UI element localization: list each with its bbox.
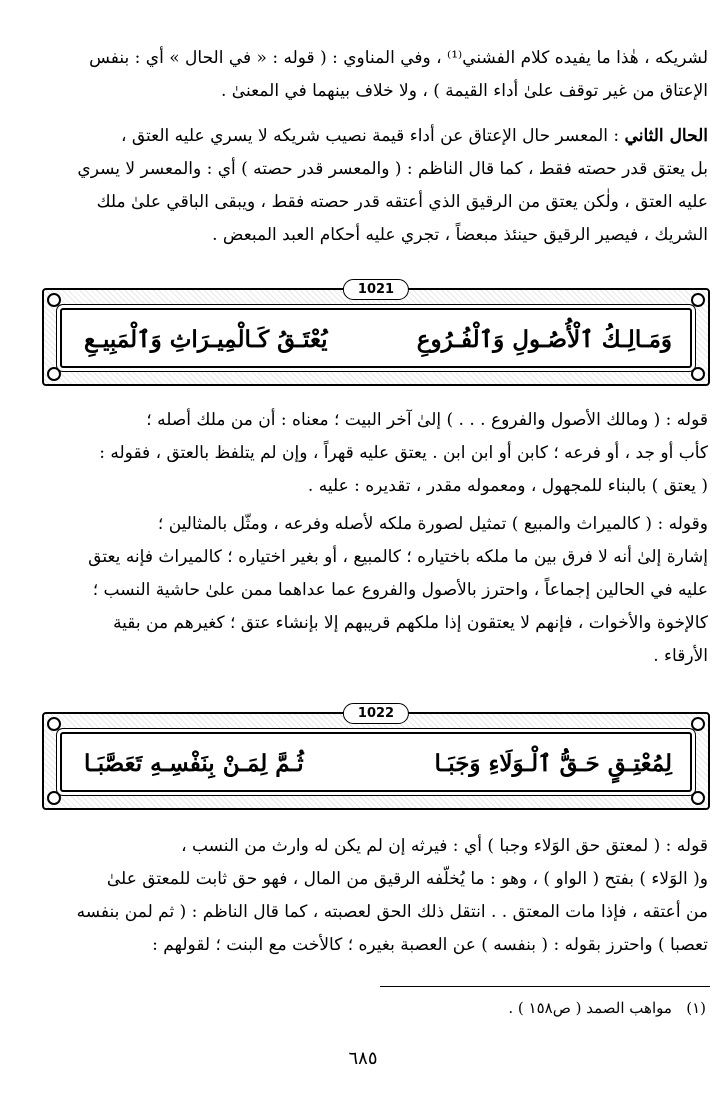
text-line: بل يعتق قدر حصته فقط ، كما قال الناظم : ( والمعسر قدر حصته ) أي : والمعسر لا يسري [77,159,708,179]
verse-first-hemistich: وَمَـالِـكُ ٱلْأُصُـولِ وَٱلْفُـرُوعِ [416,326,672,353]
text-line: و( الوَلاء ) بفتح ( الواو ) ، وهو : ما يُخلّفه الرقيق من المال ، فهو حق ثابت للمعتق علىٰ [106,869,708,889]
text-line: الأرقاء . [653,646,708,666]
text-line: وقوله : ( كالميراث والمبيع ) تمثيل لصورة ملكه لأصله وفرعه ، ومثّل بالمثالين ؛ [157,514,708,534]
text-line: قوله : ( لمعتق حق الوَلاء وجبا ) أي : فيرثه إن لم يكن له وارث من النسب ، [181,836,708,856]
section-label: الحال الثاني [624,126,708,146]
verse-inner-box [60,732,692,792]
footnote-text: مواهب الصمد ( ص١٥٨ ) . [508,999,672,1017]
verse-number: 1021 [343,279,409,300]
verse-second-hemistich: ثُـمَّ لِمَـنْ بِنَفْسِـهِ تَعَصَّبَـا [84,750,304,777]
verse-frame-1022 [42,706,710,810]
ornament-icon [47,367,61,381]
text-line: إشارة إلىٰ أنه لا فرق بين ما ملكه باختياره ؛ كالمبيع ، أو بغير اختياره ؛ كالميراث فإنه يعتق [88,547,708,567]
text-line: الشريك ، فيصير الرقيق حينئذ مبعضاً ، تجري عليه أحكام العبد المبعض . [212,225,708,245]
paragraph-1 [40,42,708,108]
footnote-marker: (١) [686,999,706,1017]
page-number: ٦٨٥ [348,1048,378,1069]
footnote-divider [380,986,710,987]
text-line: ( يعتق ) بالبناء للمجهول ، ومعموله مقدر ، تقديره : عليه . [307,476,708,496]
ornament-icon [47,791,61,805]
text-line: كأب أو جد ، أو فرعه ؛ كابن أو ابن ابن . يعتق عليه قهراً ، وإن لم يتلفظ بالعتق ، فقوله : [99,443,708,463]
verse-frame-1021 [42,282,710,386]
verse-first-hemistich: لِمُعْتِـقٍ حَـقُّ ٱلْـوَلَاءِ وَجَبَـا [434,750,672,777]
text-fragment: : المعسر حال الإعتاق عن أداء قيمة نصيب شريكه لا يسري عليه العتق ، [120,126,620,146]
verse-inner-box [60,308,692,368]
text-line: من أعتقه ، فإذا مات المعتق . . انتقل ذلك الحق لعصبته ، كما قال الناظم : ( ثم لمن بنفسه [76,902,708,922]
commentary-1 [40,404,708,503]
ornament-icon [47,293,61,307]
text-line: لشريكه ، هٰذا ما يفيده كلام الفشني⁽¹⁾ ، وفي المناوي : ( قوله : « في الحال » أي : بنفس [89,48,708,68]
footnote [508,996,706,1020]
commentary-3 [40,830,708,962]
ornament-icon [691,293,705,307]
ornament-icon [691,367,705,381]
paragraph-2 [40,120,708,252]
commentary-2 [40,508,708,673]
text-line: قوله : ( ومالك الأصول والفروع . . . ) إلىٰ آخر البيت ؛ معناه : أن من ملك أصله ؛ [146,410,708,430]
ornament-icon [691,791,705,805]
text-line: الإعتاق من غير توقف علىٰ أداء القيمة ) ، ولا خلاف بينهما في المعنىٰ . [221,81,708,101]
text-line [40,120,708,153]
ornament-icon [47,717,61,731]
text-line: كالإخوة والأخوات ، فإنهم لا يعتقون إذا ملكهم قريبهم إلا بإنشاء عتق ؛ كغيرهم من بقية [113,613,708,633]
verse-number: 1022 [343,703,409,724]
ornament-icon [691,717,705,731]
verse-second-hemistich: يُعْتَـقُ كَـالْمِيـرَاثِ وَٱلْمَبِيـعِ [84,326,328,353]
text-line: عليه في الحالين إجماعاً ، واحترز بالأصول والفروع عما عداهما ممن علىٰ حاشية النسب ؛ [92,580,708,600]
text-line: تعصبا ) واحترز بقوله : ( بنفسه ) عن العصبة بغيره ؛ كالأخت مع البنت ؛ لقولهم : [152,935,708,955]
text-line: عليه العتق ، ولٰكن يعتق من الرقيق الذي أعتقه قدر حصته فقط ، ويبقى الباقي علىٰ ملك [96,192,708,212]
